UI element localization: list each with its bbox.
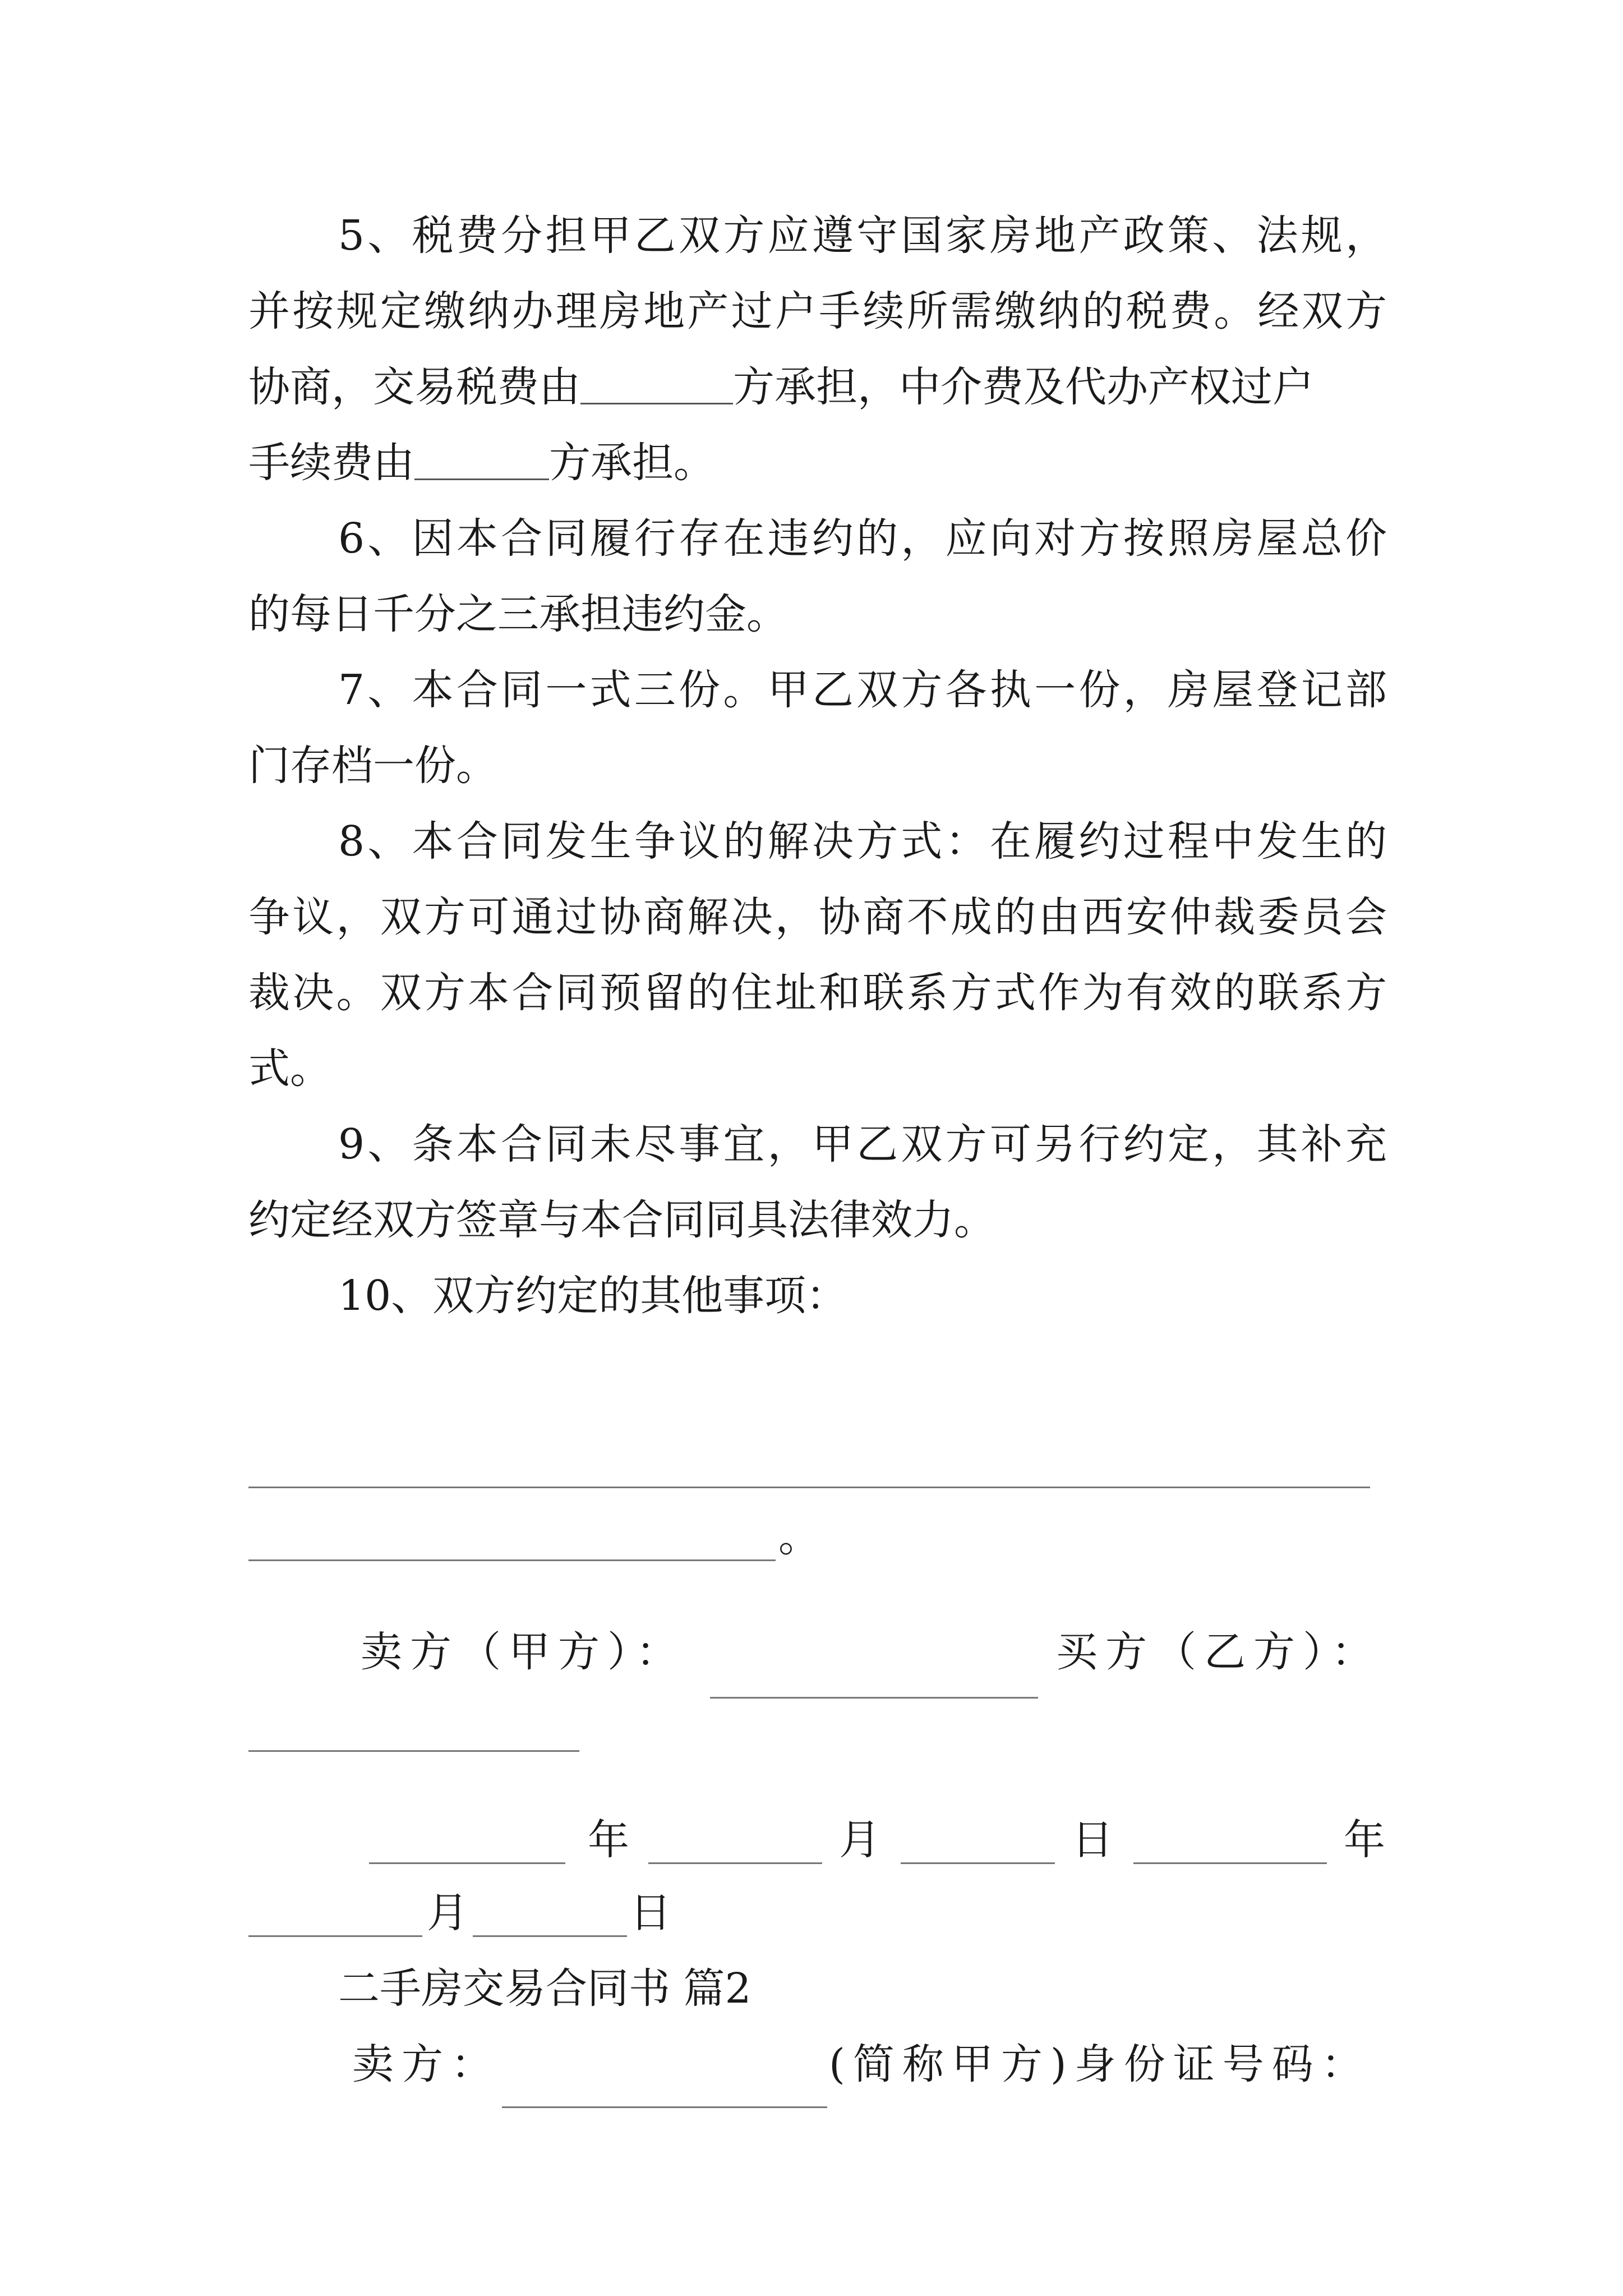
seller-day-blank[interactable] [901, 1862, 1055, 1864]
clause-5-line-2: 并按规定缴纳办理房地产过户手续所需缴纳的税费。经双方 [248, 287, 1387, 335]
clause-5-line-3 [248, 359, 1387, 415]
buyer-signature-blank[interactable] [248, 1750, 579, 1752]
clause-8-line-2: 争议，双方可通过协商解决，协商不成的由西安仲裁委员会 [248, 893, 1387, 941]
section-2-seller-note: (简称甲方)身份证号码： [829, 2040, 1371, 2088]
clause-5-text: 手续费由 [248, 439, 414, 487]
clause-7-line-2: 门存档一份。 [248, 742, 497, 790]
clause-5-line-4 [248, 435, 1387, 491]
section-2-title: 二手房交易合同书 篇2 [338, 1964, 751, 2013]
seller-month-label: 月 [839, 1816, 880, 1864]
clause-6-line-2: 的每日千分之三承担违约金。 [248, 590, 788, 638]
buyer-party-label: 买方（乙方）： [1056, 1628, 1381, 1676]
buyer-day-label: 日 [630, 1889, 671, 1937]
seller-month-blank[interactable] [648, 1862, 822, 1864]
other-matters-end: 。 [778, 1513, 820, 1561]
clause-9-line-2: 约定经双方签章与本合同同具法律效力。 [248, 1196, 995, 1244]
clause-8-line-1: 8、本合同发生争议的解决方式：在履约过程中发生的 [338, 817, 1387, 866]
buyer-day-blank[interactable] [473, 1935, 627, 1937]
other-matters-blank-1[interactable] [248, 1487, 1370, 1488]
section-2-seller-blank[interactable] [502, 2106, 827, 2108]
seller-day-label: 日 [1072, 1816, 1113, 1864]
tax-payer-blank[interactable] [580, 364, 733, 404]
other-matters-blank-2[interactable] [248, 1559, 776, 1561]
section-2-seller-label: 卖方： [352, 2040, 500, 2088]
clause-6-line-1: 6、因本合同履行存在违约的，应向对方按照房屋总价 [338, 514, 1387, 563]
buyer-month-label: 月 [427, 1889, 468, 1937]
seller-year-blank[interactable] [369, 1862, 565, 1864]
clause-8-line-3: 裁决。双方本合同预留的住址和联系方式作为有效的联系方 [248, 969, 1387, 1017]
clause-7-line-1: 7、本合同一式三份。甲乙双方各执一份，房屋登记部 [338, 666, 1387, 714]
clause-10-line-1: 10、双方约定的其他事项： [338, 1272, 848, 1320]
clause-9-line-1: 9、条本合同未尽事宜，甲乙双方可另行约定，其补充 [338, 1120, 1387, 1168]
clause-8-line-4: 式。 [248, 1045, 331, 1093]
buyer-month-blank[interactable] [248, 1935, 422, 1937]
clause-5-text: 方承担，中介费及代办产权过户 [733, 363, 1314, 411]
clause-5-text: 方承担。 [549, 439, 715, 487]
seller-year-label: 年 [588, 1816, 629, 1864]
buyer-year-blank[interactable] [1133, 1862, 1327, 1864]
agency-fee-payer-blank[interactable] [414, 439, 549, 480]
seller-signature-blank[interactable] [710, 1697, 1038, 1699]
buyer-year-label: 年 [1344, 1816, 1385, 1864]
clause-5-text: 协商，交易税费由 [248, 363, 580, 411]
clause-5-line-1: 5、税费分担甲乙双方应遵守国家房地产政策、法规， [338, 211, 1387, 260]
seller-party-label: 卖方（甲方）： [361, 1628, 685, 1676]
